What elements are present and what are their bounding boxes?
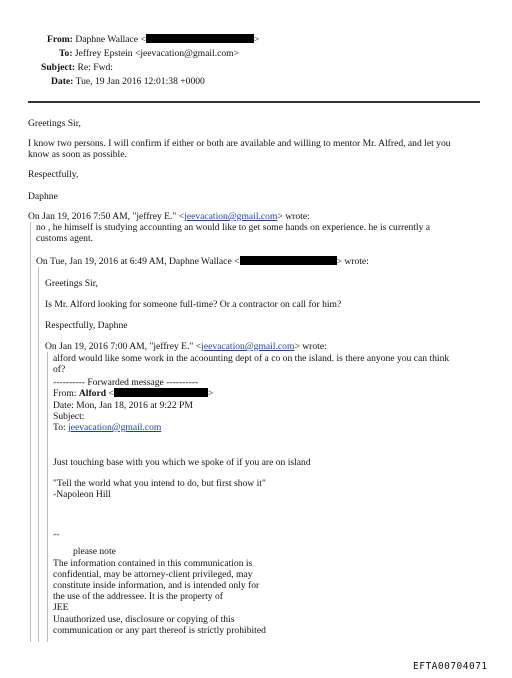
fwd-to-label: To: xyxy=(53,422,66,433)
email-link[interactable]: jeevacation@gmail.com xyxy=(68,422,162,433)
note-line: the use of the addressee. It is the property of xyxy=(53,591,223,602)
note-line: The information contained in this communication is xyxy=(53,558,253,569)
fwd-from-name: Alford xyxy=(78,388,107,399)
note-line: constitute inside information, and is intended only for xyxy=(53,580,260,591)
quote1-line-1: no , he himself is studying accounting an would like to get some hands on experience. he is currently a xyxy=(36,222,431,233)
quote2-question: Is Mr. Alford looking for someone full-time? Or a contractor on call for him? xyxy=(45,299,342,310)
note-line: confidential, may be attorney-client privileged, may xyxy=(53,569,253,580)
quote1-attribution-pre: On Jan 19, 2016 7:50 AM, "jeffrey E." < xyxy=(28,211,185,222)
subject-label: Subject: xyxy=(41,62,76,73)
header-divider xyxy=(28,101,480,103)
quote2-attribution xyxy=(36,256,369,267)
from-row xyxy=(41,33,259,46)
bates-number: EFTA00704071 xyxy=(413,661,488,672)
date-row xyxy=(41,75,205,88)
from-label: From: xyxy=(47,34,73,45)
quote1-attribution xyxy=(28,211,310,222)
email-link[interactable]: jeevacation@gmail.com xyxy=(184,211,278,222)
quote2-attribution-pre: On Tue, Jan 19, 2016 at 6:49 AM, Daphne Wallace < xyxy=(36,256,240,267)
greeting: Greetings Sir, xyxy=(28,118,81,129)
email-header xyxy=(41,33,301,93)
date-label: Date: xyxy=(51,76,74,87)
note-line: JEE xyxy=(53,602,69,613)
body-line-2: know as soon as possible. xyxy=(28,149,127,160)
quote-bar xyxy=(30,222,31,642)
fwd-to xyxy=(53,422,161,433)
fwd-subject: Subject: xyxy=(53,411,85,422)
quote3-attribution-pre: On Jan 19, 2016 7:00 AM, "jeffrey E." < xyxy=(45,341,202,352)
quote-line: "Tell the world what you intend to do, but first show it" xyxy=(53,478,266,489)
body-line-1: I know two persons. I will confirm if either or both are available and willing to mentor Mr. Alfred, and let you xyxy=(28,138,451,149)
date-value: Tue, 19 Jan 2016 12:01:38 +0000 xyxy=(75,76,205,87)
subject-value: Re: Fwd: xyxy=(77,62,113,73)
note-line: communication or any part thereof is strictly prohibited xyxy=(53,625,266,636)
from-value: Daphne Wallace < xyxy=(75,34,146,45)
fwd-from-lt: < xyxy=(108,388,114,399)
fwd-date: Date: Mon, Jan 18, 2016 at 9:22 PM xyxy=(53,400,193,411)
fwd-from xyxy=(53,388,213,399)
touching-base-line: Just touching base with you which we spoke of if you are on island xyxy=(53,457,311,468)
redaction-box xyxy=(146,34,254,43)
quote-bar xyxy=(47,352,48,642)
signature-dash: -- xyxy=(53,529,60,540)
quote2-closing: Respectfully, Daphne xyxy=(45,320,128,331)
quote-bar xyxy=(38,267,39,642)
from-end: > xyxy=(253,34,260,45)
redaction-box xyxy=(240,256,337,265)
quote2-attribution-post: > wrote: xyxy=(336,256,369,267)
redaction-box xyxy=(114,388,208,397)
to-value: Jeffrey Epstein <jeevacation@gmail.com> xyxy=(74,48,240,59)
fwd-from-gt: > xyxy=(207,388,214,399)
quote3-attribution xyxy=(45,341,327,352)
to-label: To: xyxy=(59,48,73,59)
fwd-from-label: From: xyxy=(53,388,77,399)
quote1-attribution-post: > wrote: xyxy=(277,211,310,222)
signature: Daphne xyxy=(28,191,58,202)
subject-row xyxy=(41,61,113,74)
email-link[interactable]: jeevacation@gmail.com xyxy=(201,341,295,352)
quote3-attribution-post: > wrote: xyxy=(294,341,327,352)
quote2-greeting: Greetings Sir, xyxy=(45,278,98,289)
note-title: please note xyxy=(73,546,116,557)
to-row xyxy=(41,47,239,60)
closing: Respectfully, xyxy=(28,169,79,180)
note-line: Unauthorized use, disclosure or copying of this xyxy=(53,614,235,625)
forwarded-marker: ---------- Forwarded message ---------- xyxy=(53,377,199,388)
quote3-line-1: alford would like some work in the acoounting dept of a co on the island. is there anyone you can think xyxy=(53,353,450,364)
quote1-line-2: customs agent. xyxy=(36,233,94,244)
quote-author: -Napoleon Hill xyxy=(53,489,111,500)
quote3-line-2: of? xyxy=(53,364,66,375)
